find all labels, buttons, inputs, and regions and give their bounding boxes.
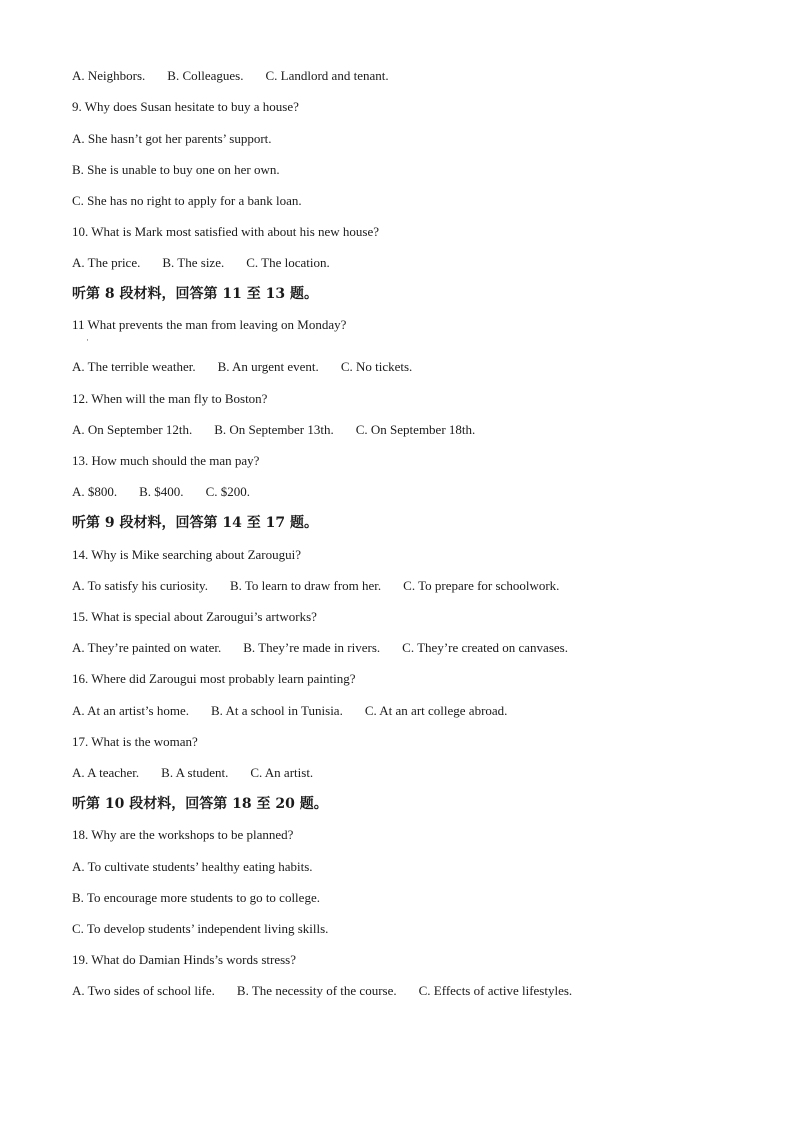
answer-option: B. They’re made in rivers. (243, 640, 381, 655)
answer-option: C. They’re created on canvases. (402, 640, 568, 655)
answer-option: A. A teacher. (72, 765, 140, 780)
answer-option: B. The size. (162, 255, 225, 270)
answer-option: C. She has no right to apply for a bank loan. (72, 193, 302, 208)
answer-option: C. At an art college abroad. (364, 703, 508, 718)
answer-option: B. To learn to draw from her. (229, 578, 382, 593)
question-text: 9. Why does Susan hesitate to buy a house? (72, 99, 299, 114)
options-row (72, 358, 754, 376)
question-text: 16. Where did Zarougui most probably learn painting? (72, 671, 356, 686)
section-heading: 听第 8 段材料，回答第 11 至 13 题。 (72, 286, 318, 302)
answer-option: C. To prepare for schoolwork. (403, 578, 560, 593)
options-row (72, 254, 754, 272)
answer-option: B. $400. (139, 484, 184, 499)
answer-option: A. At an artist’s home. (72, 703, 189, 718)
answer-option: C. No tickets. (340, 359, 413, 374)
answer-option: B. To encourage more students to go to college. (72, 890, 320, 905)
section-heading: 听第 9 段材料，回答第 14 至 17 题。 (72, 515, 318, 531)
answer-option: B. She is unable to buy one on her own. (72, 162, 280, 177)
answer-option: C. $200. (205, 484, 250, 499)
answer-option: A. To cultivate students’ healthy eating habits. (72, 859, 313, 874)
options-row (72, 483, 754, 501)
answer-option: A. She hasn’t got her parents’ support. (72, 131, 272, 146)
question-text: 14. Why is Mike searching about Zarougui? (72, 547, 302, 562)
answer-option: B. The necessity of the course. (236, 983, 397, 998)
options-row (72, 702, 754, 720)
answer-option: C. On September 18th. (355, 422, 476, 437)
answer-option: B. On September 13th. (214, 422, 334, 437)
options-row (72, 421, 754, 439)
answer-option: C. The location. (246, 255, 330, 270)
question-text: 11 What prevents the man from leaving on Monday? (72, 317, 347, 332)
answer-option: A. Two sides of school life. (72, 983, 215, 998)
answer-option: A. The price. (72, 255, 141, 270)
answer-option: C. To develop students’ independent living skills. (72, 921, 329, 936)
answer-option: A. On September 12th. (72, 422, 193, 437)
section-heading: 听第 10 段材料，回答第 18 至 20 题。 (72, 796, 328, 812)
stray-dot-mark: · (86, 335, 89, 345)
question-text: 19. What do Damian Hinds’s words stress? (72, 952, 296, 967)
question-text: 15. What is special about Zarougui’s artworks? (72, 609, 317, 624)
question-text: 13. How much should the man pay? (72, 453, 260, 468)
options-row (72, 639, 754, 657)
answer-option: C. Effects of active lifestyles. (418, 983, 573, 998)
answer-option: A. The terrible weather. (72, 359, 196, 374)
answer-option: B. Colleagues. (167, 68, 244, 83)
options-row (72, 67, 754, 85)
answer-option: B. An urgent event. (217, 359, 319, 374)
question-text: 18. Why are the workshops to be planned? (72, 827, 294, 842)
answer-option: B. At a school in Tunisia. (211, 703, 343, 718)
options-row (72, 982, 754, 1000)
answer-option: A. To satisfy his curiosity. (72, 578, 208, 593)
options-row (72, 577, 754, 595)
answer-option: A. They’re painted on water. (72, 640, 222, 655)
question-text: 10. What is Mark most satisfied with about his new house? (72, 224, 380, 239)
answer-option: A. Neighbors. (72, 68, 146, 83)
answer-option: A. $800. (72, 484, 118, 499)
answer-option: B. A student. (161, 765, 229, 780)
question-text: 17. What is the woman? (72, 734, 198, 749)
answer-option: C. Landlord and tenant. (265, 68, 389, 83)
question-text: 12. When will the man fly to Boston? (72, 391, 268, 406)
answer-option: C. An artist. (250, 765, 314, 780)
options-row (72, 764, 754, 782)
